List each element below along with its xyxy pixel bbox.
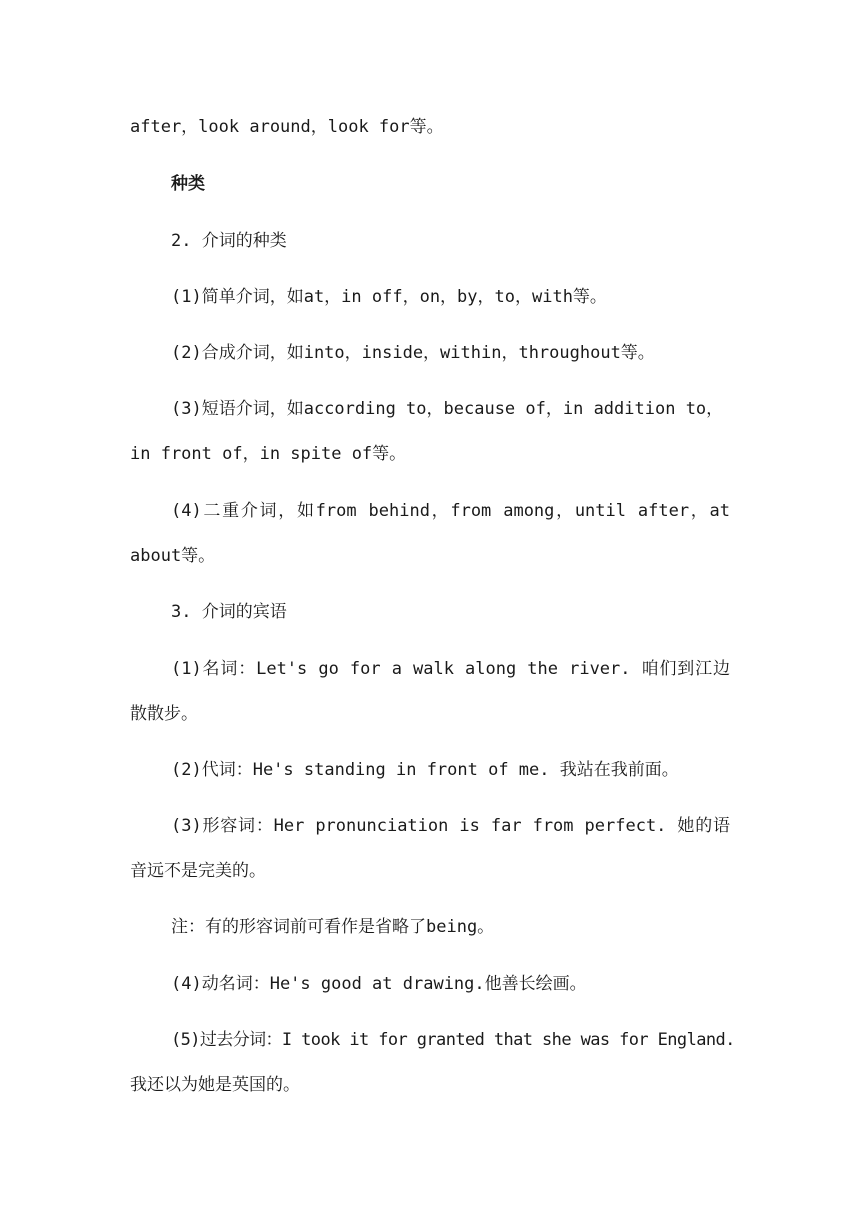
subsection-heading: 3. 介词的宾语 [171, 602, 287, 622]
text-line: (4)二重介词，如from behind，from among，until after，at [171, 501, 730, 521]
text-line: (2)代词：He's standing in front of me. 我站在我前面。 [171, 760, 679, 780]
text-line: (1)简单介词，如at，in off，on，by，to，with等。 [171, 287, 607, 307]
text-line: (4)动名词：He's good at drawing.他善长绘画。 [171, 974, 587, 994]
subsection-heading: 2. 介词的种类 [171, 231, 287, 251]
section-heading: 种类 [171, 174, 205, 194]
text-line: 注：有的形容词前可看作是省略了being。 [171, 917, 495, 937]
text-line: (1)名词：Let's go for a walk along the river. 咱们到江边 [171, 659, 730, 679]
text-line: (3)形容词：Her pronunciation is far from perfect. 她的语 [171, 816, 730, 836]
text-line: (2)合成介词，如into，inside，within，throughout等。 [171, 343, 655, 363]
text-line: (3)短语介词，如according to，because of，in addition to， [171, 399, 724, 419]
text-line: (5)过去分词：I took it for granted that she was for England. [171, 1030, 735, 1050]
text-line: 音远不是完美的。 [130, 861, 266, 881]
text-line: about等。 [130, 546, 216, 566]
text-line: 我还以为她是英国的。 [130, 1075, 300, 1095]
text-line: after，look around，look for等。 [130, 117, 444, 137]
text-line: in front of，in spite of等。 [130, 444, 407, 464]
text-line: 散散步。 [130, 704, 198, 724]
